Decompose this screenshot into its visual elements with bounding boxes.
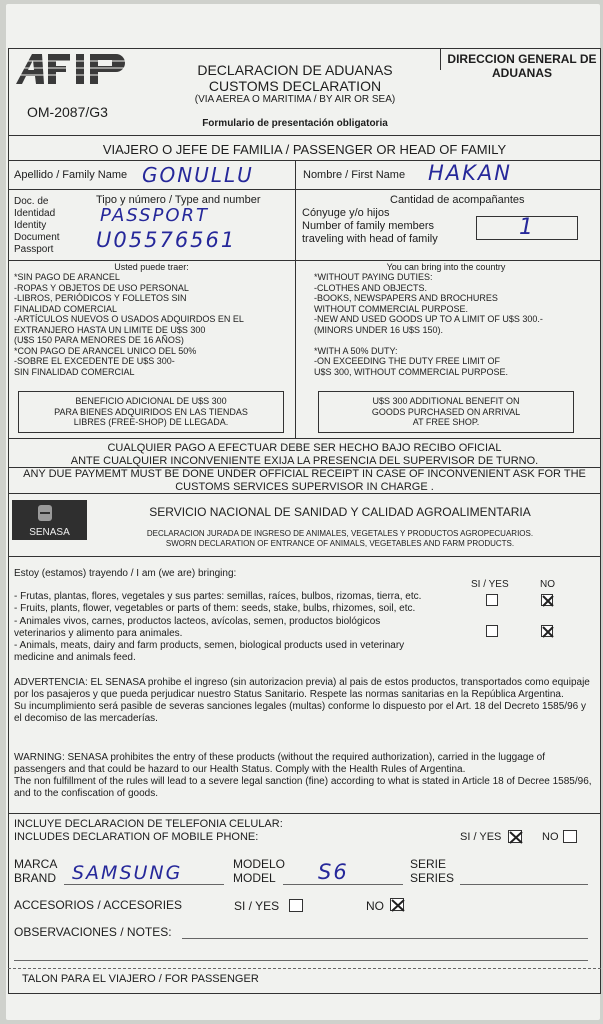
animals-item: - Animales vivos, carnes, productos lacteos, avícolas, semen, productos biológicos veterinarios y alimento para animales. - Animals, meats, dairy and farm products, semen, biological products used in veterinary medicine and animals feed. <box>14 616 405 663</box>
sworn-declaration-es: DECLARACION JURADA DE INGRESO DE ANIMALES, VEGETALES Y PRODUCTOS AGROPECUARIOS. <box>146 529 534 538</box>
family-name-label: Apellido / Family Name <box>14 169 128 181</box>
checked-x-icon <box>508 830 524 845</box>
phone-no-label: NO <box>542 831 559 843</box>
phone-yes-label: SI / YES <box>460 831 502 843</box>
series-label: SERIE SERIES <box>410 857 455 885</box>
notes-label: OBSERVACIONES / NOTES: <box>14 925 172 939</box>
checked-x-icon <box>390 898 406 913</box>
via-label: (VIA AEREA O MARITIMA / BY AIR OR SEA) <box>194 94 396 105</box>
mobile-phone-question: INCLUYE DECLARACION DE TELEFONIA CELULAR: INCLUDES DECLARATION OF MOBILE PHONE: <box>14 818 283 843</box>
payment-notice-es: CUALQUIER PAGO A EFECTUAR DEBE SER HECHO BAJO RECIBO OFICIAL ANTE CUALQUIER INCONVENIENTE EXIJA LA PRESENCIA DEL SUPERVISOR DE TURNO. <box>70 442 539 467</box>
model-label: MODELO MODEL <box>233 857 286 885</box>
senasa-logo <box>12 500 87 540</box>
plants-no-checkbox[interactable] <box>541 594 553 606</box>
animals-no-checkbox[interactable] <box>541 625 553 637</box>
companions-label: Cónyuge y/o hijos Number of family members traveling with head of family <box>302 207 438 245</box>
yes-column-label: SI / YES <box>471 579 509 590</box>
mandatory-label: Formulario de presentación obligatoria <box>202 118 388 129</box>
free-shop-en-box: U$S 300 ADDITIONAL BENEFIT ON GOODS PURCHASED ON ARRIVAL AT FREE SHOP. <box>371 396 521 427</box>
senasa-logo-text: SENASA <box>29 527 70 538</box>
checked-x-icon <box>541 625 555 639</box>
checked-x-icon <box>541 594 555 608</box>
allowance-es-body: *SIN PAGO DE ARANCEL -ROPAS Y OBJETOS DE USO PERSONAL -LIBROS, PERIÓDICOS Y FOLLETOS SIN FINALIDAD COMERCIAL -ARTÍCULOS NUEVOS O USADOS ADQUIRDOS EN EL EXTRANJERO HASTA UN LIMITE DE U$S 300 (U$S 150 PARA MENORES DE 16 AÑOS) *CON PAGO DE ARANCEL UNICO DEL 50% -SOBRE EL EXCEDENTE DE U$S 300- SIN FINALIDAD COMERCIAL <box>14 272 244 377</box>
allowance-en-body: *WITHOUT PAYING DUTIES: -CLOTHES AND OBJECTS. -BOOKS, NEWSPAPERS AND BROCHURES WITHOUT COMMERCIAL PURPOSE. -NEW AND USED GOODS UP TO A LIMIT OF U$S 300.- (MINORS UNDER 16 U$S 150). *WITH A 50% DUTY: -ON EXCEEDING THE DUTY FREE LIMIT OF U$S 300, WITHOUT COMMERCIAL PURPOSE. <box>314 272 543 377</box>
notes-field[interactable] <box>182 938 588 939</box>
companions-field[interactable]: 1 <box>519 215 535 240</box>
brand-field[interactable]: SAMSUNG <box>72 862 183 884</box>
agency-name: DIRECCION GENERAL DE ADUANAS <box>447 52 597 80</box>
tear-line <box>8 968 601 969</box>
accessories-no-checkbox[interactable] <box>390 898 404 911</box>
document-label: Doc. de Identidad Identity Document Passport <box>14 196 60 255</box>
document-type-field[interactable]: PASSPORT <box>100 205 210 226</box>
no-column-label: NO <box>540 579 555 590</box>
sworn-declaration-en: SWORN DECLARATION OF ENTRANCE OF ANIMALS, VEGETABLES AND FARM PRODUCTS. <box>165 539 515 548</box>
document-number-field[interactable]: U05576561 <box>96 228 237 252</box>
family-name-field[interactable]: GONULLU <box>142 163 254 187</box>
accessories-yes-checkbox[interactable] <box>289 899 303 912</box>
document-type-label: Tipo y número / Type and number <box>96 194 261 206</box>
allowance-en-title: You can bring into the country <box>386 262 506 272</box>
afip-logo <box>14 52 134 86</box>
first-name-label: Nombre / First Name <box>303 169 406 181</box>
accessories-label: ACCESORIOS / ACCESORIES <box>14 898 183 912</box>
free-shop-es-box: BENEFICIO ADICIONAL DE U$S 300 PARA BIENES ADQUIRIDOS EN LAS TIENDAS LIBRES (FREE-SHOP) DE LLEGADA. <box>54 396 248 427</box>
warning-es: ADVERTENCIA: EL SENASA prohibe el ingreso (sin autorizacion previa) al pais de estos productos, transportados como equipaje por los pasajeros y que pueda perjudicar nuestro Status Sanitario. Respete las normas sanitarias en la República Argentina. Su incumplimiento será pasible de severas sanciones legales (multas) conforme lo dispuesto por el Art. 18 del Decreto 1585/96 y el decomiso de las mercaderías. <box>14 677 590 724</box>
series-field[interactable] <box>460 884 588 885</box>
plants-item: - Frutas, plantas, flores, vegetales y sus partes: semillas, raíces, bulbos, rizomas, tierra, etc. - Fruits, plants, flower, vegetables or parts of them: seeds, stake, bulbs, rhizomes, soil, etc. <box>14 591 422 614</box>
bringing-label: Estoy (estamos) trayendo / I am (we are) bringing: <box>14 568 237 579</box>
phone-no-checkbox[interactable] <box>563 830 577 843</box>
brand-label: MARCA BRAND <box>14 857 58 885</box>
traveler-section-title: VIAJERO O JEFE DE FAMILIA / PASSENGER OR HEAD OF FAMILY <box>102 142 507 157</box>
accessories-yes-label: SI / YES <box>234 899 280 913</box>
phone-yes-checkbox[interactable] <box>508 830 522 843</box>
plants-yes-checkbox[interactable] <box>486 594 498 606</box>
senasa-title: SERVICIO NACIONAL DE SANIDAD Y CALIDAD AGROALIMENTARIA <box>149 505 531 519</box>
title-es: DECLARACION DE ADUANAS <box>197 62 393 78</box>
title-en: CUSTOMS DECLARATION <box>208 78 382 94</box>
accessories-no-label: NO <box>366 899 384 913</box>
form-code: OM-2087/G3 <box>27 104 108 120</box>
first-name-field[interactable]: HAKAN <box>428 161 513 185</box>
warning-en: WARNING: SENASA prohibites the entry of these products (without the required authorization), carried in the luggage of passengers and that could be hazard to our Health Status. Comply with the Health Rules of Argentina. The non fulfillment of the rules will lead to a severe legal sanction (fine) according to what is stated in Article 18 of Decree 1585/96, and to the confiscation of goods. <box>14 752 592 799</box>
model-field[interactable]: S6 <box>318 860 349 884</box>
passenger-stub-label: TALON PARA EL VIAJERO / FOR PASSENGER <box>22 973 259 985</box>
animals-yes-checkbox[interactable] <box>486 625 498 637</box>
payment-notice-en: ANY DUE PAYMEMT MUST BE DONE UNDER OFFICIAL RECEIPT IN CASE OF INCONVENIENT ASK FOR THE CUSTOMS SERVICES SUPERVISOR IN CHARGE . <box>23 468 586 493</box>
allowance-es-title: Usted puede traer: <box>114 262 189 272</box>
companions-title: Cantidad de acompañantes <box>390 194 525 206</box>
